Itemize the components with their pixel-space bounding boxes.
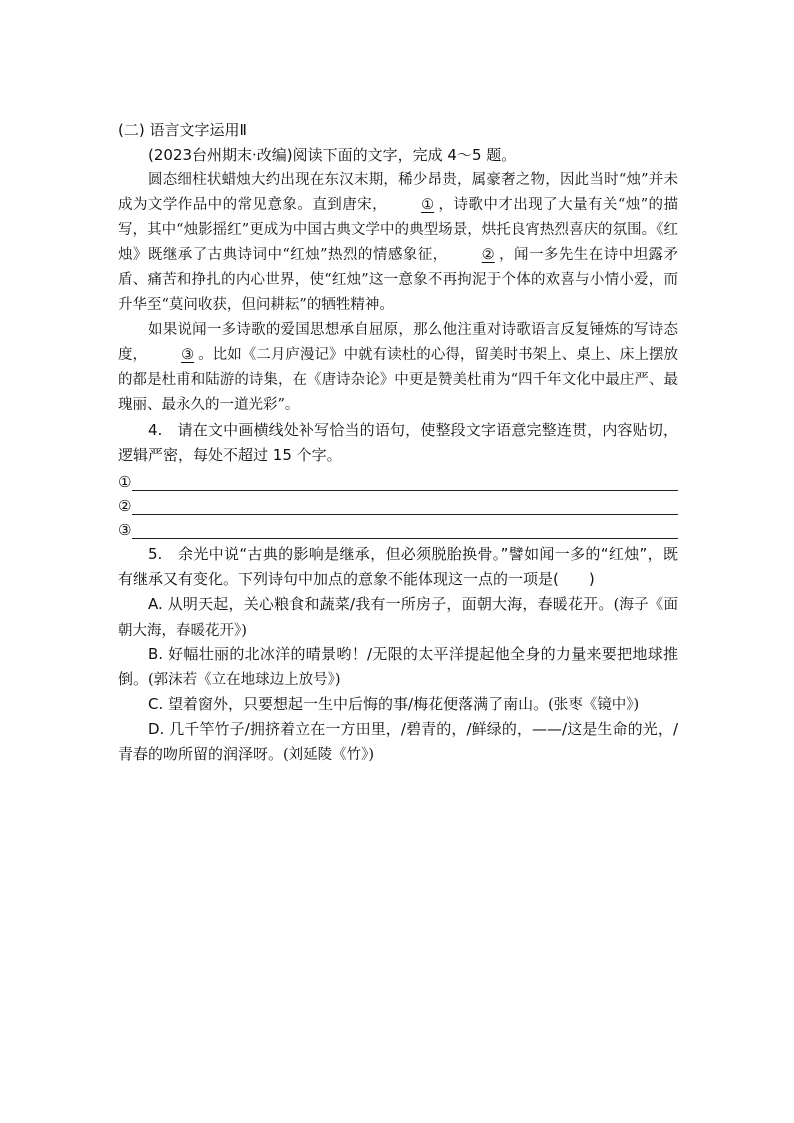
answer-line-number: ① [118,473,132,491]
option-d-source: (刘延陵《竹》) [283,747,375,763]
option-b[interactable] [118,642,678,693]
option-b-text: B. 好幅壮丽的北冰洋的晴景哟！/无限的太平洋提起他全身的力量来要把地球推倒。 [118,645,678,688]
blank-3: ③ [181,347,195,363]
passage-paragraph-2 [118,318,678,418]
option-c-source: (张枣《镜中》) [548,697,640,713]
option-a-text: A. 从明天起，关心粮食和蔬菜/我有一所房子，面朝大海，春暖花开。 [148,595,614,613]
option-d-text: D. 几千竿竹子/拥挤着立在一方田里，/碧青的，/鲜绿的，——/这是生命的光，/青春的吻所留的润泽呀。 [118,720,678,763]
source-line: (2023台州期末·改编)阅读下面的文字，完成 4～5 题。 [148,146,517,164]
question-5: 5. 余光中说“古典的影响是继承，但必须脱胎换骨。”譬如闻一多的“红烛”，既有继承又有变化。下列诗句中加点的意象不能体现这一点的一项是( ) [118,545,678,588]
passage-text: ，诗歌中才出现了大量有关“烛”的描写，其中“烛影摇红”更成为中国古典文学中的典型场景，烘托良宵热烈喜庆的氛围。《红烛》既继承了古典诗词中“红烛”热烈的情感象征， [118,197,678,263]
blank-1: ① [421,197,435,213]
passage-paragraph-1 [118,168,678,318]
answer-line-2[interactable] [118,491,678,515]
option-a[interactable] [118,592,678,644]
option-c[interactable] [118,692,678,718]
passage-text: 。比如《二月庐漫记》中就有读杜的心得，留美时书架上、桌上、床上摆放的都是杜甫和陆游的诗集，在《唐诗杂论》中更是赞美杜甫为“四千年文化中最庄严、最瑰丽、最永久的一道光彩”。 [118,347,679,413]
passage-text: 如果说闻一多诗歌的爱国思想承自屈原，那么他注重对诗歌语言反复锤炼的写诗态度， [118,322,678,363]
answer-line-1[interactable] [118,467,678,491]
question-4: 4. 请在文中画横线处补写恰当的语句，使整段文字语意完整连贯，内容贴切，逻辑严密，每处不超过 15 个字。 [118,421,678,464]
answer-lines [118,467,678,539]
option-c-text: C. 望着窗外，只要想起一生中后悔的事/梅花便落满了南山。 [148,695,549,713]
answer-line-3[interactable] [118,515,678,539]
passage-text: ，闻一多先生在诗中坦露矛盾、痛苦和挣扎的内心世界，使“红烛”这一意象不再拘泥于个体的欢喜与小情小爱，而升华至“莫问收获，但问耕耘”的牺牲精神。 [118,247,678,313]
section-title: (二) 语言文字运用Ⅱ [118,121,247,139]
answer-line-number: ② [118,497,132,515]
option-b-source: (郭沫若《立在地球边上放号》) [148,672,341,688]
option-d[interactable] [118,717,678,768]
blank-2: ② [481,247,495,263]
option-a-source: (海子《面朝大海，春暖花开》) [118,597,678,639]
answer-line-number: ③ [118,521,132,539]
passage-text: 圆态细柱状蜡烛大约出现在东汉末期，稀少昂贵，属豪奢之物，因此当时“烛”并未成为文学作品中的常见意象。直到唐宋， [118,172,678,213]
